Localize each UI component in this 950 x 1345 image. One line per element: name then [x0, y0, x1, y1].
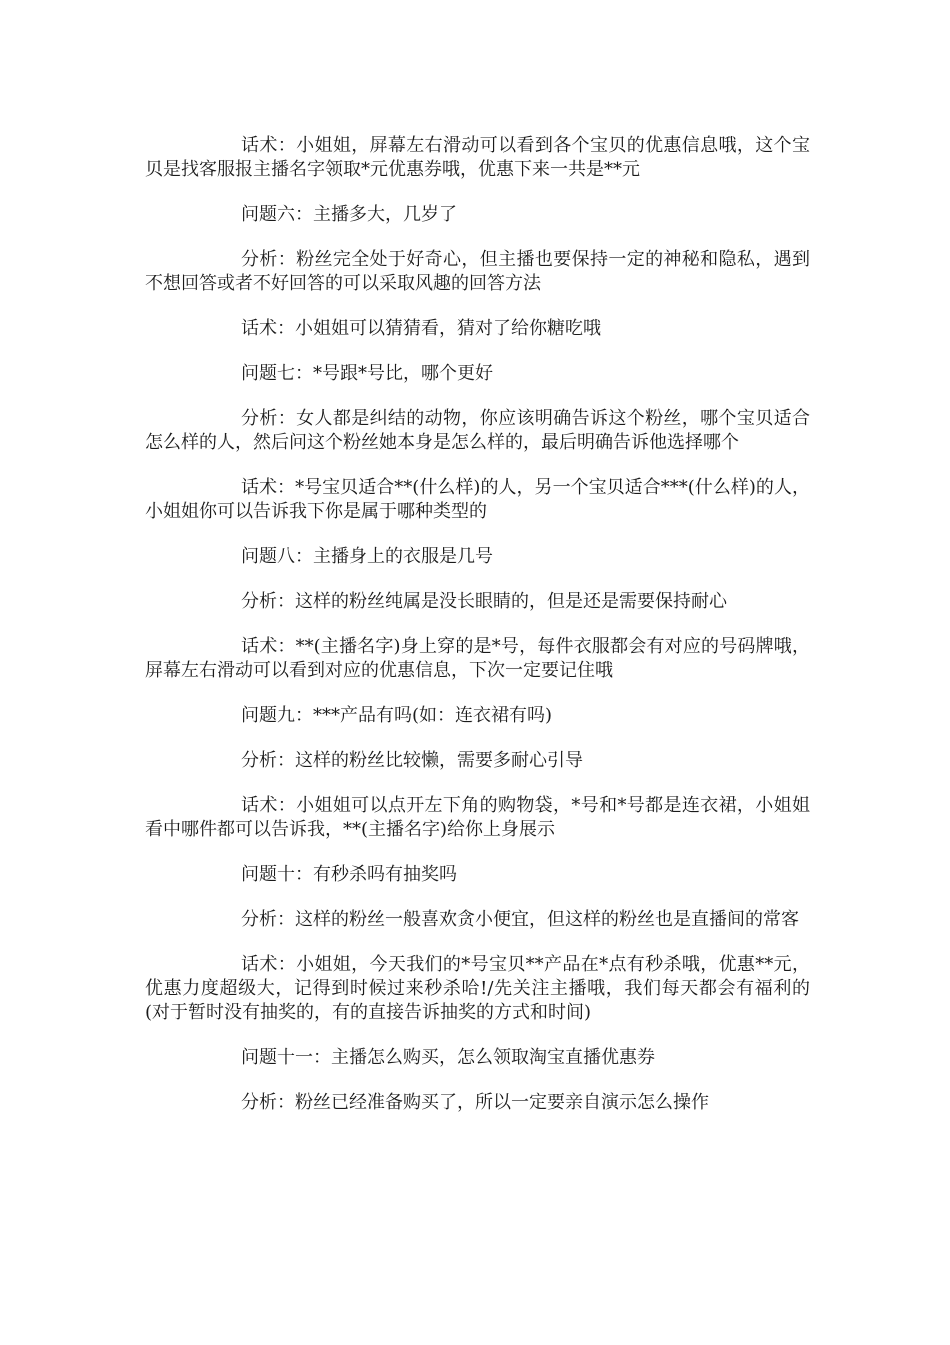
paragraph-analysis-9: 分析：这样的粉丝比较懒，需要多耐心引导	[241, 750, 583, 771]
document-body	[145, 134, 810, 1136]
paragraph-script-7: 话术：*号宝贝适合**(什么样)的人，另一个宝贝适合***(什么样)的人，小姐姐你可以告诉我下你是属于哪种类型的	[145, 477, 810, 522]
paragraph-script-6: 话术：小姐姐可以猜猜看，猜对了给你糖吃哦	[241, 318, 601, 339]
paragraph-question-10: 问题十：有秒杀吗有抽奖吗	[241, 864, 457, 885]
paragraph-analysis-10: 分析：这样的粉丝一般喜欢贪小便宜，但这样的粉丝也是直播间的常客	[241, 909, 799, 930]
paragraph-analysis-8: 分析：这样的粉丝纯属是没长眼睛的，但是还是需要保持耐心	[241, 591, 727, 612]
paragraph-analysis-6: 分析：粉丝完全处于好奇心，但主播也要保持一定的神秘和隐私，遇到不想回答或者不好回答的可以采取风趣的回答方法	[145, 249, 810, 294]
paragraph-analysis-11: 分析：粉丝已经准备购买了，所以一定要亲自演示怎么操作	[241, 1092, 709, 1113]
paragraph-analysis-7: 分析：女人都是纠结的动物，你应该明确告诉这个粉丝，哪个宝贝适合怎么样的人，然后问这个粉丝她本身是怎么样的，最后明确告诉他选择哪个	[145, 408, 810, 453]
paragraph-question-6: 问题六：主播多大，几岁了	[241, 204, 457, 225]
paragraph-question-8: 问题八：主播身上的衣服是几号	[241, 546, 493, 567]
paragraph-script-10: 话术：小姐姐，今天我们的*号宝贝**产品在*点有秒杀哦，优惠**元，优惠力度超级大，记得到时候过来秒杀哈!/先关注主播哦，我们每天都会有福利的(对于暂时没有抽奖的，有的直接告诉抽奖的方式和时间)	[145, 954, 810, 1023]
paragraph-question-7: 问题七：*号跟*号比，哪个更好	[241, 363, 493, 384]
paragraph-script-1: 话术：小姐姐，屏幕左右滑动可以看到各个宝贝的优惠信息哦，这个宝贝是找客服报主播名字领取*元优惠券哦，优惠下来一共是**元	[145, 135, 810, 180]
paragraph-question-9: 问题九：***产品有吗(如：连衣裙有吗)	[241, 705, 553, 726]
paragraph-script-9: 话术：小姐姐可以点开左下角的购物袋，*号和*号都是连衣裙，小姐姐看中哪件都可以告诉我，**(主播名字)给你上身展示	[145, 795, 810, 840]
paragraph-question-11: 问题十一：主播怎么购买，怎么领取淘宝直播优惠券	[241, 1047, 655, 1068]
paragraph-script-8: 话术：**(主播名字)身上穿的是*号，每件衣服都会有对应的号码牌哦，屏幕左右滑动可以看到对应的优惠信息，下次一定要记住哦	[145, 636, 810, 681]
